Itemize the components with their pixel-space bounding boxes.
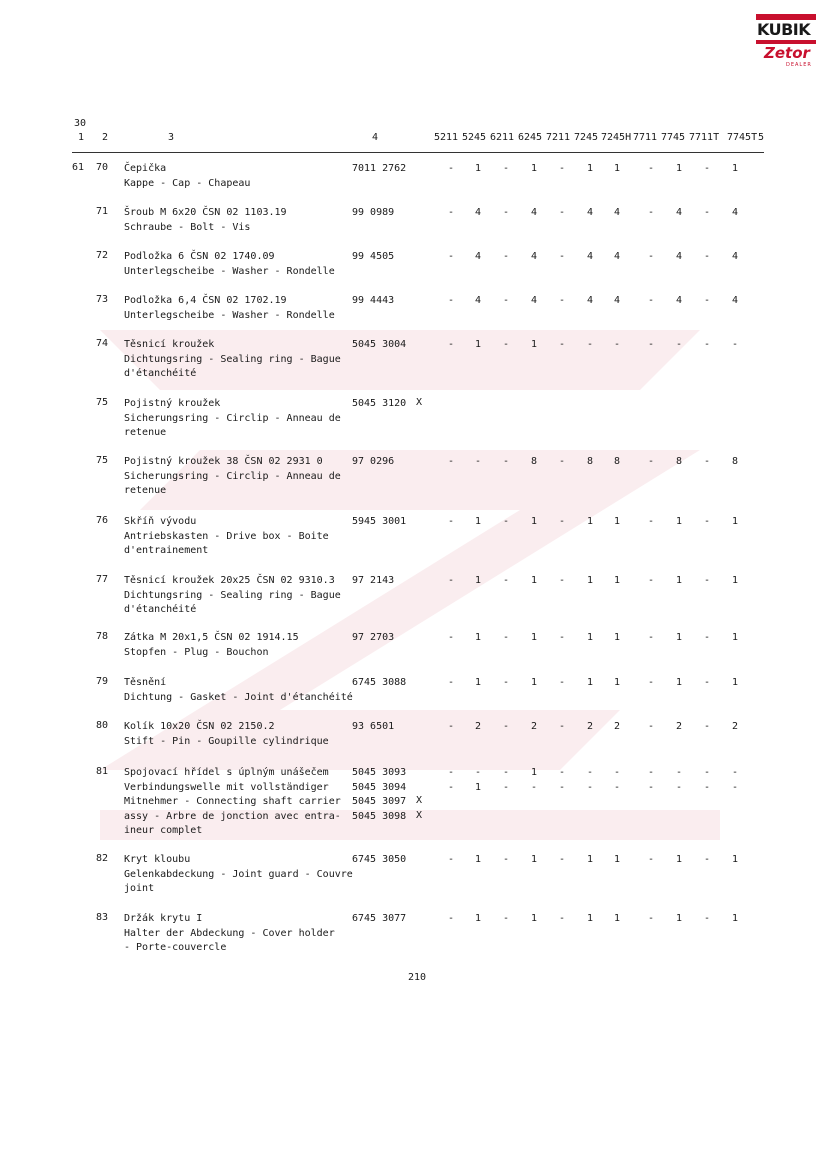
header-rule [72, 152, 764, 153]
quantity-cell: - [559, 339, 566, 350]
change-mark: X [416, 397, 423, 408]
model-header: 7711T [689, 132, 720, 143]
quantity-cell: - [475, 767, 482, 778]
quantity-cell: 1 [531, 163, 538, 174]
quantity-cell: - [448, 721, 455, 732]
model-header: 6245 [518, 132, 543, 143]
quantity-cell: 1 [587, 677, 594, 688]
quantity-cell: - [648, 767, 655, 778]
description-line: Zátka M 20x1,5 ČSN 02 1914.15 [124, 632, 299, 643]
description-line: Těsnicí kroužek 20x25 ČSN 02 9310.3 [124, 575, 335, 586]
quantity-cell: 1 [587, 575, 594, 586]
model-header: 7711 [633, 132, 658, 143]
part-description [124, 912, 335, 956]
position-number: 71 [96, 206, 109, 217]
part-description [124, 720, 329, 749]
part-number: 99 4443 [352, 295, 395, 306]
quantity-cell: 1 [587, 163, 594, 174]
position-number: 77 [96, 574, 109, 585]
part-numbers [352, 912, 406, 927]
quantity-cell: - [704, 767, 711, 778]
quantity-cell: 4 [587, 251, 594, 262]
model-header: 7245H [601, 132, 632, 143]
part-number: 6745 3077 [352, 913, 407, 924]
quantity-cell: 4 [531, 207, 538, 218]
quantity-cell: - [559, 721, 566, 732]
part-description [124, 766, 341, 839]
part-description [124, 162, 250, 191]
quantity-cell: - [676, 767, 683, 778]
quantity-cell: 4 [587, 207, 594, 218]
quantity-cell: - [559, 913, 566, 924]
quantity-cell: - [704, 677, 711, 688]
part-numbers [352, 515, 406, 530]
quantity-cell: - [587, 767, 594, 778]
quantity-cell: - [732, 781, 739, 793]
quantity-cell: - [732, 767, 739, 778]
part-description [124, 574, 341, 618]
quantity-cell: - [448, 295, 455, 306]
part-number: 93 6501 [352, 721, 395, 732]
quantity-cell: - [704, 854, 711, 865]
description-line: Verbindungswelle mit vollständiger [124, 781, 329, 793]
quantity-cell: - [559, 767, 566, 778]
quantity-cell: - [559, 207, 566, 218]
description-line: Skříň vývodu [124, 516, 197, 527]
quantity-cell: - [448, 854, 455, 865]
quantity-cell: - [732, 339, 739, 350]
quantity-cell: - [448, 163, 455, 174]
quantity-cell: 1 [676, 913, 683, 924]
part-description [124, 397, 341, 441]
quantity-cell: - [587, 339, 594, 350]
quantity-cell: 4 [531, 295, 538, 306]
quantity-cell: 8 [676, 456, 683, 467]
quantity-cell: 2 [676, 721, 683, 732]
part-number: 5045 3120 [352, 398, 407, 409]
quantity-cell: 1 [475, 516, 482, 527]
quantity-cell: - [559, 163, 566, 174]
quantity-cell: - [503, 721, 510, 732]
part-description [124, 338, 341, 382]
quantity-cell: - [648, 677, 655, 688]
quantity-cell: 4 [614, 207, 621, 218]
part-numbers [352, 676, 406, 691]
part-numbers [352, 766, 406, 824]
part-number: 97 2703 [352, 632, 395, 643]
quantity-cell: 8 [587, 456, 594, 467]
quantity-cell: 1 [531, 913, 538, 924]
part-description [124, 294, 335, 323]
quantity-cell: - [503, 456, 510, 467]
logo-dealer-text: DEALER [786, 62, 812, 68]
model-header: 7211 [546, 132, 571, 143]
quantity-cell: - [648, 251, 655, 262]
quantity-cell: - [503, 913, 510, 924]
description-line: Kolík 10x20 ČSN 02 2150.2 [124, 721, 275, 732]
quantity-cell: 2 [531, 721, 538, 732]
quantity-cell: 1 [676, 854, 683, 865]
part-number: 99 4505 [352, 251, 395, 262]
description-line: Držák krytu I [124, 913, 203, 924]
quantity-cell: - [448, 516, 455, 527]
part-numbers [352, 294, 394, 309]
page-number: 210 [408, 972, 427, 983]
quantity-cell: 8 [614, 456, 621, 467]
description-line: retenue [124, 485, 167, 496]
quantity-cell: 1 [732, 854, 739, 865]
quantity-cell: - [503, 854, 510, 865]
description-line: assy - Arbre de jonction avec entra- [124, 810, 341, 822]
quantity-cell: 1 [732, 677, 739, 688]
quantity-cell: - [704, 632, 711, 643]
quantity-cell: - [503, 677, 510, 688]
quantity-cell: - [587, 781, 594, 793]
description-line: Schraube - Bolt - Vis [124, 221, 251, 233]
description-line: retenue [124, 427, 167, 438]
quantity-cell: 1 [475, 575, 482, 586]
col-header-3: 3 [168, 132, 175, 143]
quantity-cell: 1 [614, 575, 621, 586]
quantity-cell: 1 [614, 677, 621, 688]
quantity-cell: - [648, 721, 655, 732]
part-number: 99 0989 [352, 207, 395, 218]
quantity-cell: - [648, 913, 655, 924]
description-line: Antriebskasten - Drive box - Boite [124, 530, 329, 542]
quantity-cell: - [503, 781, 510, 793]
quantity-cell: 1 [475, 163, 482, 174]
quantity-cell: - [503, 251, 510, 262]
description-line: Stopfen - Plug - Bouchon [124, 646, 269, 658]
quantity-cell: - [648, 632, 655, 643]
quantity-cell: 1 [676, 516, 683, 527]
quantity-cell: 1 [531, 339, 538, 350]
part-number: 5945 3001 [352, 516, 407, 527]
quantity-cell: - [559, 854, 566, 865]
quantity-cell: - [648, 295, 655, 306]
quantity-cell: - [448, 251, 455, 262]
quantity-cell: - [531, 781, 538, 793]
quantity-cell: - [704, 251, 711, 262]
quantity-cell: 1 [475, 854, 482, 865]
quantity-cell: 1 [587, 516, 594, 527]
part-number: 6745 3088 [352, 677, 407, 688]
quantity-cell: - [475, 456, 482, 467]
quantity-cell: - [648, 516, 655, 527]
quantity-cell: - [704, 781, 711, 793]
description-line: Kappe - Cap - Chapeau [124, 177, 251, 189]
quantity-cell: - [648, 781, 655, 793]
quantity-cell: - [704, 575, 711, 586]
part-numbers [352, 397, 406, 412]
part-number: 5045 3004 [352, 339, 407, 350]
quantity-cell: 4 [614, 251, 621, 262]
position-number: 72 [96, 250, 109, 261]
quantity-cell: - [704, 295, 711, 306]
description-line: Unterlegscheibe - Washer - Rondelle [124, 309, 335, 321]
quantity-cell: 4 [676, 207, 683, 218]
quantity-cell: 1 [587, 913, 594, 924]
description-line: Podložka 6 ČSN 02 1740.09 [124, 251, 275, 262]
quantity-cell: 1 [531, 516, 538, 527]
model-header: 5211 [434, 132, 459, 143]
part-numbers [352, 162, 406, 177]
quantity-cell: - [704, 913, 711, 924]
kubik-zetor-logo [756, 14, 816, 70]
quantity-cell: - [676, 781, 683, 793]
quantity-cell: 1 [475, 913, 482, 924]
description-line: Pojistný kroužek [124, 398, 221, 409]
description-line: Dichtungsring - Sealing ring - Bague [124, 589, 341, 601]
part-number: 6745 3050 [352, 854, 407, 865]
description-line: Stift - Pin - Goupille cylindrique [124, 735, 329, 747]
position-number: 83 [96, 912, 109, 923]
col-header-4: 4 [372, 132, 379, 143]
col-header-1: 1 [78, 132, 85, 143]
position-number: 74 [96, 338, 109, 349]
quantity-cell: 1 [614, 913, 621, 924]
quantity-cell: 1 [475, 781, 482, 793]
position-number: 75 [96, 455, 109, 466]
quantity-cell: 1 [732, 516, 739, 527]
quantity-cell: - [503, 339, 510, 350]
figure-number: 30 [74, 118, 87, 129]
logo-zetor-text: Zetor [764, 44, 810, 62]
quantity-cell: - [614, 781, 621, 793]
part-number: 5045 3093 [352, 767, 407, 778]
position-number: 78 [96, 631, 109, 642]
quantity-cell: 4 [676, 251, 683, 262]
quantity-cell: - [559, 781, 566, 793]
position-number: 82 [96, 853, 109, 864]
position-number: 75 [96, 397, 109, 408]
part-numbers [352, 250, 394, 265]
quantity-cell: 1 [475, 339, 482, 350]
position-number: 73 [96, 294, 109, 305]
description-line: Dichtung - Gasket - Joint d'étanchéité [124, 691, 353, 703]
model-header: 7245 [574, 132, 599, 143]
quantity-cell: 2 [732, 721, 739, 732]
quantity-cell: 1 [531, 632, 538, 643]
quantity-cell: 4 [732, 207, 739, 218]
quantity-cell: 2 [614, 721, 621, 732]
part-numbers [352, 338, 406, 353]
quantity-cell: 1 [614, 516, 621, 527]
part-numbers [352, 853, 406, 868]
quantity-cell: - [648, 456, 655, 467]
quantity-cell: - [448, 781, 455, 793]
position-number: 80 [96, 720, 109, 731]
part-number: 5045 3098 [352, 810, 407, 822]
part-description [124, 455, 341, 499]
description-line: d'étanchéité [124, 604, 197, 615]
description-line: Dichtungsring - Sealing ring - Bague [124, 353, 341, 365]
quantity-cell: 1 [614, 163, 621, 174]
description-line: d'étanchéité [124, 368, 197, 379]
part-description [124, 676, 353, 705]
quantity-cell: - [503, 295, 510, 306]
quantity-cell: - [676, 339, 683, 350]
quantity-cell: 1 [587, 632, 594, 643]
quantity-cell: - [559, 456, 566, 467]
description-line: Spojovací hřídel s úplným unášečem [124, 767, 329, 778]
part-description [124, 631, 299, 660]
change-mark: X [416, 809, 423, 821]
quantity-cell: - [704, 163, 711, 174]
quantity-cell: - [648, 339, 655, 350]
quantity-cell: 1 [475, 632, 482, 643]
quantity-cell: 4 [587, 295, 594, 306]
quantity-cell: - [648, 854, 655, 865]
description-line: Sicherungsring - Circlip - Anneau de [124, 470, 341, 482]
quantity-cell: - [503, 163, 510, 174]
figure-ref: 61 [72, 162, 85, 173]
quantity-cell: 1 [732, 575, 739, 586]
quantity-cell: - [503, 575, 510, 586]
quantity-cell: 4 [475, 295, 482, 306]
quantity-cell: 1 [732, 632, 739, 643]
part-number: 97 2143 [352, 575, 395, 586]
model-header: 7745 [661, 132, 686, 143]
quantity-cell: - [448, 575, 455, 586]
description-line: Unterlegscheibe - Washer - Rondelle [124, 265, 335, 277]
quantity-cell: 1 [531, 767, 538, 778]
description-line: - Porte-couvercle [124, 942, 227, 953]
model-header: 7745T [727, 132, 758, 143]
quantity-cell: 4 [676, 295, 683, 306]
position-number: 81 [96, 766, 109, 777]
quantity-cell: - [648, 207, 655, 218]
quantity-cell: 1 [587, 854, 594, 865]
quantity-cell: - [559, 677, 566, 688]
part-numbers [352, 206, 394, 221]
description-line: Halter der Abdeckung - Cover holder [124, 927, 335, 939]
quantity-cell: - [704, 207, 711, 218]
quantity-cell: 1 [676, 632, 683, 643]
col-header-2: 2 [102, 132, 109, 143]
quantity-cell: 2 [475, 721, 482, 732]
quantity-cell: 8 [732, 456, 739, 467]
part-description [124, 250, 335, 279]
description-line: d'entrainement [124, 545, 209, 556]
description-line: joint [124, 883, 155, 894]
description-line: Gelenkabdeckung - Joint guard - Couvre [124, 868, 353, 880]
quantity-cell: 1 [732, 163, 739, 174]
quantity-cell: - [448, 913, 455, 924]
quantity-cell: 2 [587, 721, 594, 732]
part-numbers [352, 455, 394, 470]
quantity-cell: 1 [531, 575, 538, 586]
part-numbers [352, 574, 394, 589]
quantity-cell: 4 [531, 251, 538, 262]
quantity-cell: 1 [676, 575, 683, 586]
quantity-cell: 1 [475, 677, 482, 688]
quantity-cell: - [448, 767, 455, 778]
description-line: Těsnění [124, 677, 167, 688]
logo-kubik-text: KUBIK [757, 20, 811, 39]
quantity-cell: - [503, 767, 510, 778]
part-number: 97 0296 [352, 456, 395, 467]
quantity-cell: - [503, 516, 510, 527]
quantity-cell: 1 [531, 854, 538, 865]
description-line: Sicherungsring - Circlip - Anneau de [124, 412, 341, 424]
quantity-cell: - [503, 207, 510, 218]
quantity-cell: - [448, 207, 455, 218]
quantity-cell: - [448, 339, 455, 350]
quantity-cell: - [704, 339, 711, 350]
quantity-cell: - [614, 767, 621, 778]
quantity-cell: - [448, 677, 455, 688]
part-numbers [352, 631, 394, 646]
description-line: Šroub M 6x20 ČSN 02 1103.19 [124, 207, 287, 218]
col-header-5: 5 [758, 132, 765, 143]
position-number: 76 [96, 515, 109, 526]
position-number: 70 [96, 162, 109, 173]
part-number: 5045 3094 [352, 781, 407, 793]
quantity-cell: - [559, 251, 566, 262]
quantity-cell: - [559, 295, 566, 306]
change-mark: X [416, 795, 423, 806]
part-numbers [352, 720, 394, 735]
model-header: 5245 [462, 132, 487, 143]
quantity-cell: 1 [614, 854, 621, 865]
quantity-cell: 4 [475, 207, 482, 218]
model-header: 6211 [490, 132, 515, 143]
description-line: Těsnicí kroužek [124, 339, 215, 350]
part-description [124, 853, 353, 897]
description-line: Podložka 6,4 ČSN 02 1702.19 [124, 295, 287, 306]
quantity-cell: 1 [732, 913, 739, 924]
quantity-cell: - [704, 721, 711, 732]
quantity-cell: 4 [475, 251, 482, 262]
description-line: ineur complet [124, 825, 203, 836]
quantity-cell: 4 [614, 295, 621, 306]
part-number: 7011 2762 [352, 163, 407, 174]
quantity-cell: - [614, 339, 621, 350]
quantity-cell: 1 [531, 677, 538, 688]
quantity-cell: - [648, 163, 655, 174]
quantity-cell: - [704, 516, 711, 527]
quantity-cell: 1 [676, 677, 683, 688]
quantity-cell: 1 [676, 163, 683, 174]
quantity-cell: - [559, 516, 566, 527]
description-line: Kryt kloubu [124, 854, 191, 865]
quantity-cell: 4 [732, 295, 739, 306]
part-number: 5045 3097 [352, 796, 407, 807]
position-number: 79 [96, 676, 109, 687]
quantity-cell: - [503, 632, 510, 643]
quantity-cell: - [559, 575, 566, 586]
quantity-cell: 1 [614, 632, 621, 643]
description-line: Čepička [124, 163, 167, 174]
quantity-cell: - [704, 456, 711, 467]
quantity-cell: - [448, 456, 455, 467]
description-line: Mitnehmer - Connecting shaft carrier [124, 796, 341, 807]
quantity-cell: - [448, 632, 455, 643]
description-line: Pojistný kroužek 38 ČSN 02 2931 0 [124, 456, 323, 467]
quantity-cell: 4 [732, 251, 739, 262]
quantity-cell: - [559, 632, 566, 643]
quantity-cell: 8 [531, 456, 538, 467]
part-description [124, 206, 287, 235]
quantity-cell: - [648, 575, 655, 586]
part-description [124, 515, 329, 559]
